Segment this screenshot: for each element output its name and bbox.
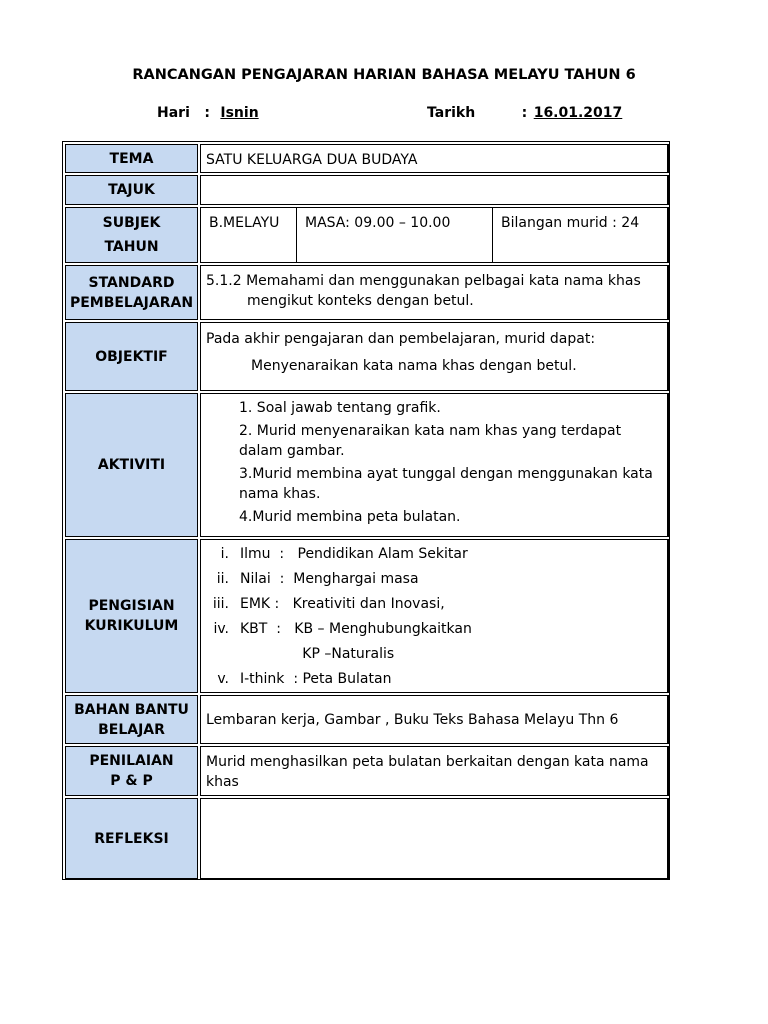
- row-subjek: [63, 205, 669, 263]
- label-subjek-tahun: SUBJEK TAHUN: [65, 207, 198, 263]
- row-objektif: [63, 320, 669, 391]
- subject-cell: B.MELAYU: [201, 208, 297, 262]
- lesson-plan-table: [62, 141, 670, 880]
- bilangan-cell: Bilangan murid : 24: [501, 215, 640, 231]
- value-tajuk: [200, 175, 669, 205]
- row-standard: [63, 263, 669, 320]
- masa-cell: MASA: 09.00 – 10.00: [297, 208, 493, 262]
- label-penilaian: PENILAIAN P & P: [65, 746, 198, 796]
- value-tema: SATU KELUARGA DUA BUDAYA: [200, 144, 669, 173]
- hari-value: Isnin: [220, 105, 259, 121]
- row-aktiviti: [63, 391, 669, 537]
- list-item: 3.Murid membina ayat tunggal dengan menggunakan kata nama khas.: [239, 466, 653, 502]
- list-item: KP –Naturalis: [240, 646, 395, 662]
- row-bahan: [63, 693, 669, 744]
- label-aktiviti: AKTIVITI: [65, 393, 198, 537]
- list-item: iv. KBT : KB – Menghubungkaitkan: [213, 621, 472, 637]
- list-item: 4.Murid membina peta bulatan.: [239, 509, 461, 525]
- tarikh-separator: :: [521, 105, 528, 121]
- label-bahan: BAHAN BANTU BELAJAR: [65, 695, 198, 744]
- list-item: v. I-think : Peta Bulatan: [217, 671, 392, 687]
- label-tajuk: TAJUK: [65, 175, 198, 205]
- list-item: 2. Murid menyenaraikan kata nam khas yang terdapat dalam gambar.: [239, 423, 622, 459]
- tarikh-label: Tarikh: [427, 105, 476, 121]
- aktiviti-list: [239, 398, 657, 530]
- label-tema: TEMA: [65, 144, 198, 173]
- value-objektif: Pada akhir pengajaran dan pembelajaran, murid dapat: Menyenaraikan kata nama khas dengan betul.: [200, 322, 669, 391]
- label-objektif: OBJEKTIF: [65, 322, 198, 391]
- value-penilaian: Murid menghasilkan peta bulatan berkaitan dengan kata nama khas: [200, 746, 669, 796]
- document-title: RANCANGAN PENGAJARAN HARIAN BAHASA MELAYU TAHUN 6: [132, 67, 636, 83]
- hari-field: [157, 105, 259, 121]
- list-item: iii. EMK : Kreativiti dan Inovasi,: [212, 596, 445, 612]
- label-standard: STANDARD PEMBELAJARAN: [65, 265, 198, 320]
- list-item: ii. Nilai : Menghargai masa: [216, 571, 419, 587]
- hari-separator: :: [204, 105, 210, 121]
- label-refleksi: REFLEKSI: [65, 798, 198, 879]
- list-item: i. Ilmu : Pendidikan Alam Sekitar: [220, 546, 468, 562]
- row-refleksi: [63, 796, 669, 879]
- row-pengisian: [63, 537, 669, 693]
- label-pengisian: PENGISIAN KURIKULUM: [65, 539, 198, 693]
- value-aktiviti: [200, 393, 669, 537]
- row-tajuk: [63, 173, 669, 205]
- value-standard: 5.1.2 Memahami dan menggunakan pelbagai kata nama khas mengikut konteks dengan betul.: [200, 265, 669, 320]
- value-subjek: [200, 207, 669, 263]
- row-tema: [63, 142, 669, 173]
- tarikh-value: 16.01.2017: [533, 105, 623, 121]
- tarikh-field: [427, 105, 622, 121]
- value-bahan: Lembaran kerja, Gambar , Buku Teks Bahasa Melayu Thn 6: [200, 695, 669, 744]
- pengisian-list: [201, 544, 667, 694]
- list-item: 1. Soal jawab tentang grafik.: [239, 400, 441, 416]
- hari-label: Hari: [157, 105, 190, 121]
- value-refleksi: [200, 798, 669, 879]
- value-pengisian: [200, 539, 669, 693]
- row-penilaian: [63, 744, 669, 796]
